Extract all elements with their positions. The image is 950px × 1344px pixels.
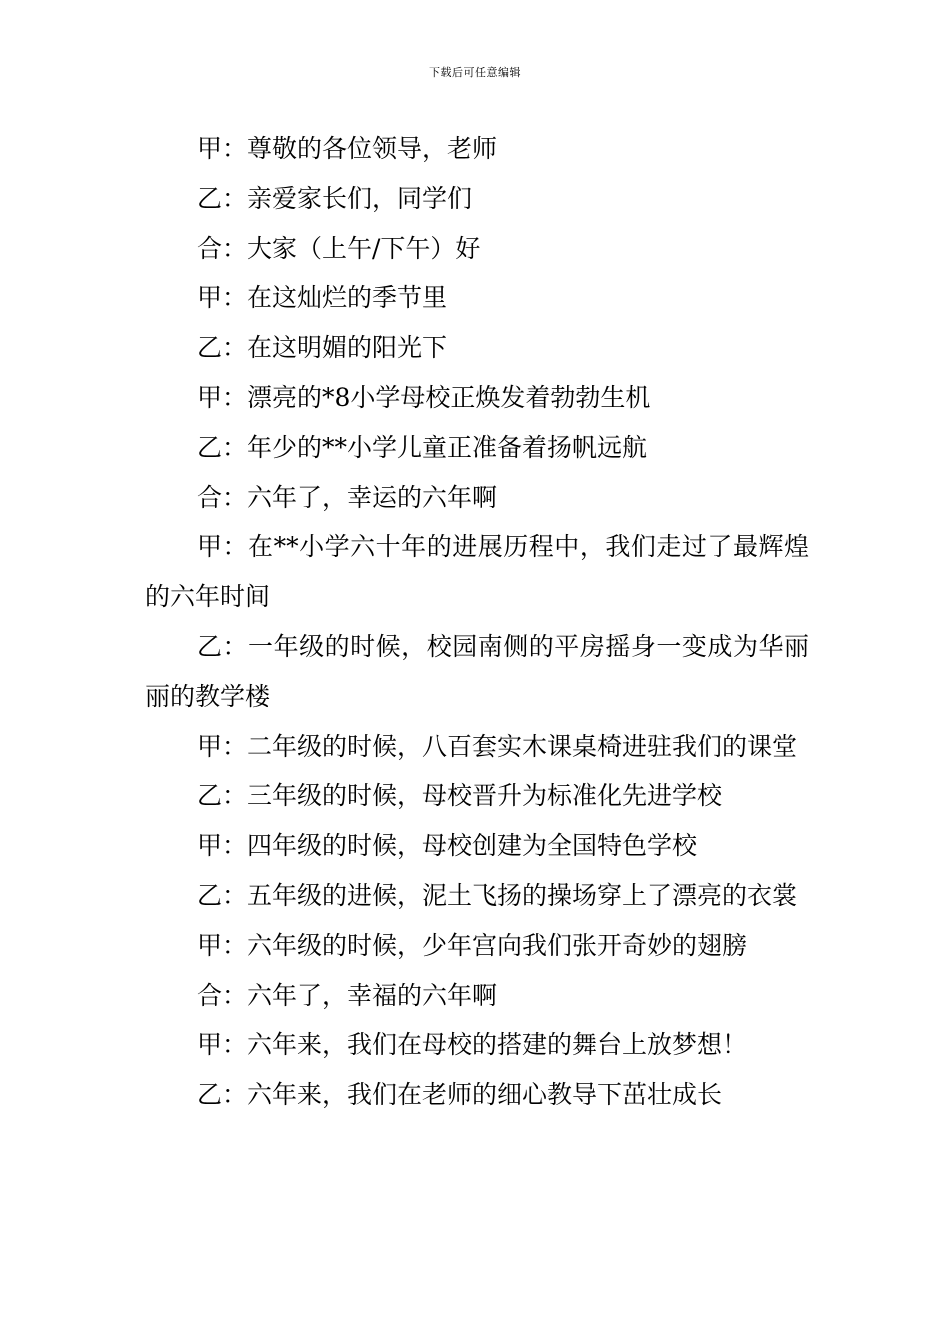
script-line: 甲：四年级的时候，母校创建为全国特色学校 (197, 831, 698, 861)
script-line: 甲：在这灿烂的季节里 (197, 283, 448, 313)
script-line: 乙：三年级的时候，母校晋升为标准化先进学校 (197, 781, 723, 811)
script-line: 甲：在**小学六十年的进展历程中，我们走过了最辉煌的六年时间 (145, 532, 809, 612)
script-line: 甲：二年级的时候，八百套实木课桌椅进驻我们的课堂 (197, 731, 798, 761)
script-line: 合：大家（上午/下午）好 (197, 233, 481, 263)
script-line: 乙：在这明媚的阳光下 (197, 333, 448, 363)
script-line: 乙：一年级的时候，校园南侧的平房摇身一变成为华丽丽的教学楼 (145, 631, 809, 711)
script-line: 乙：亲爱家长们，同学们 (197, 183, 473, 213)
script-line: 甲：六年来，我们在母校的搭建的舞台上放梦想！ (197, 1030, 748, 1060)
header-note: 下载后可任意编辑 (429, 66, 521, 79)
script-line: 甲：尊敬的各位领导，老师 (197, 134, 498, 163)
script-line: 甲：六年级的时候，少年宫向我们张开奇妙的翅膀 (197, 930, 748, 960)
script-line: 乙：年少的**小学儿童正准备着扬帆远航 (197, 432, 648, 462)
script-line: 合：六年了，幸运的六年啊 (197, 482, 498, 512)
script-line: 乙：六年来，我们在老师的细心教导下茁壮成长 (197, 1080, 723, 1110)
script-body (145, 124, 809, 1120)
script-line: 甲：漂亮的*8小学母校正焕发着勃勃生机 (197, 382, 651, 412)
script-line: 乙：五年级的进候，泥土飞扬的操场穿上了漂亮的衣裳 (197, 880, 798, 910)
script-line: 合：六年了，幸福的六年啊 (197, 980, 498, 1010)
